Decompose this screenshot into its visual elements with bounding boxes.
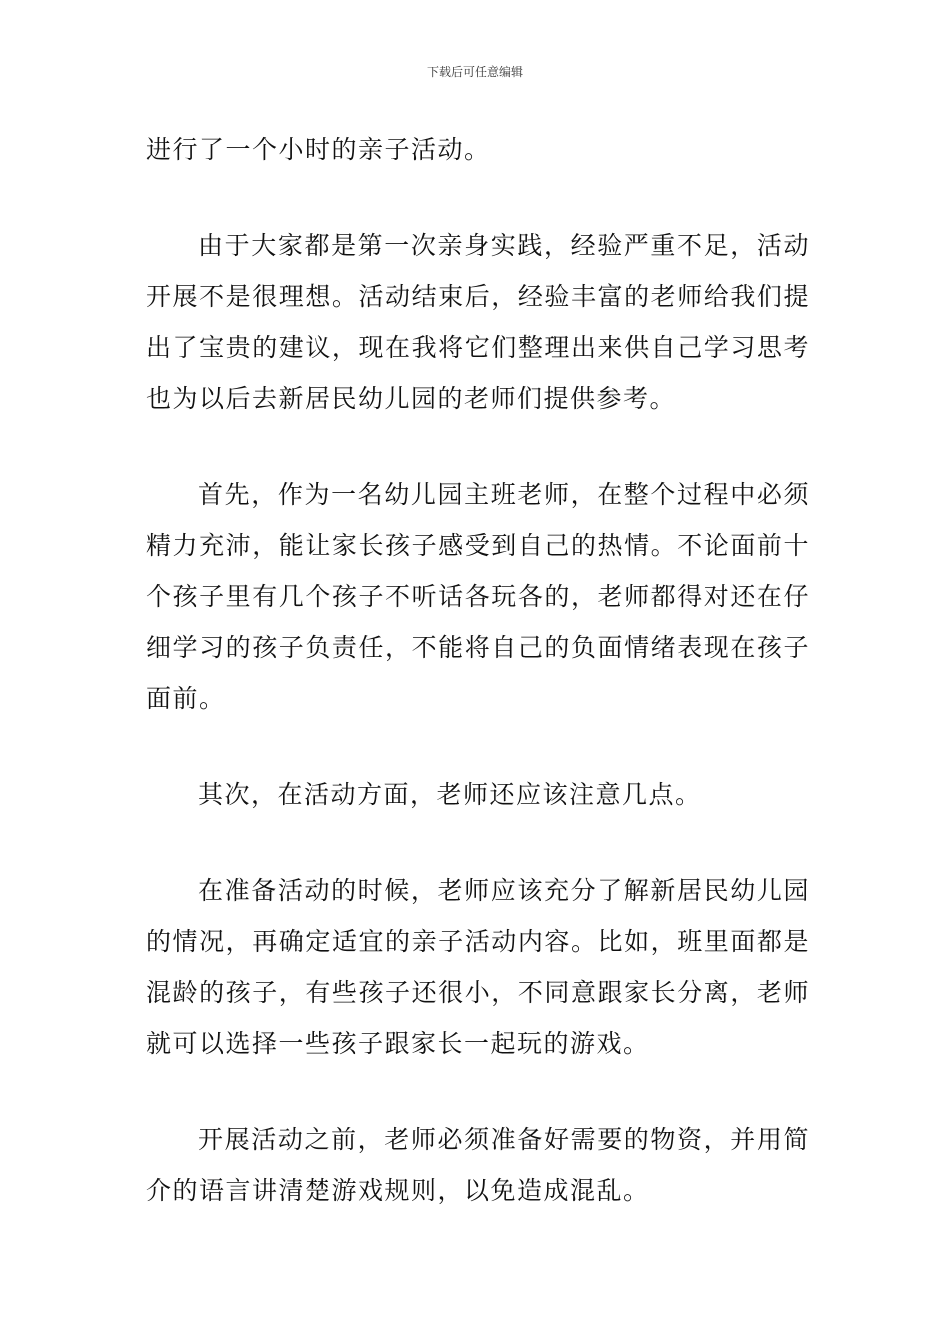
paragraph-2: 由于大家都是第一次亲身实践，经验严重不足，活动开展不是很理想。活动结束后，经验丰富的老师给我们提出了宝贵的建议，现在我将它们整理出来供自己学习思考也为以后去新居民幼儿园的老师们提供参考。 [146, 231, 810, 413]
paragraph-4: 其次，在活动方面，老师还应该注意几点。 [198, 780, 702, 809]
paragraph-6: 开展活动之前，老师必须准备好需要的物资，并用简介的语言讲清楚游戏规则，以免造成混乱。 [146, 1125, 810, 1205]
document-body [146, 124, 810, 1216]
paragraph-5: 在准备活动的时候，老师应该充分了解新居民幼儿园的情况，再确定适宜的亲子活动内容。比如，班里面都是混龄的孩子，有些孩子还很小，不同意跟家长分离，老师就可以选择一些孩子跟家长一起玩的游戏。 [146, 876, 810, 1058]
page-header: 下载后可任意编辑 [426, 65, 523, 79]
paragraph-3: 首先，作为一名幼儿园主班老师，在整个过程中必须精力充沛，能让家长孩子感受到自己的热情。不论面前十个孩子里有几个孩子不听话各玩各的，老师都得对还在仔细学习的孩子负责任，不能将自己的负面情绪表现在孩子面前。 [146, 480, 810, 713]
paragraph-1: 进行了一个小时的亲子活动。 [146, 135, 491, 164]
